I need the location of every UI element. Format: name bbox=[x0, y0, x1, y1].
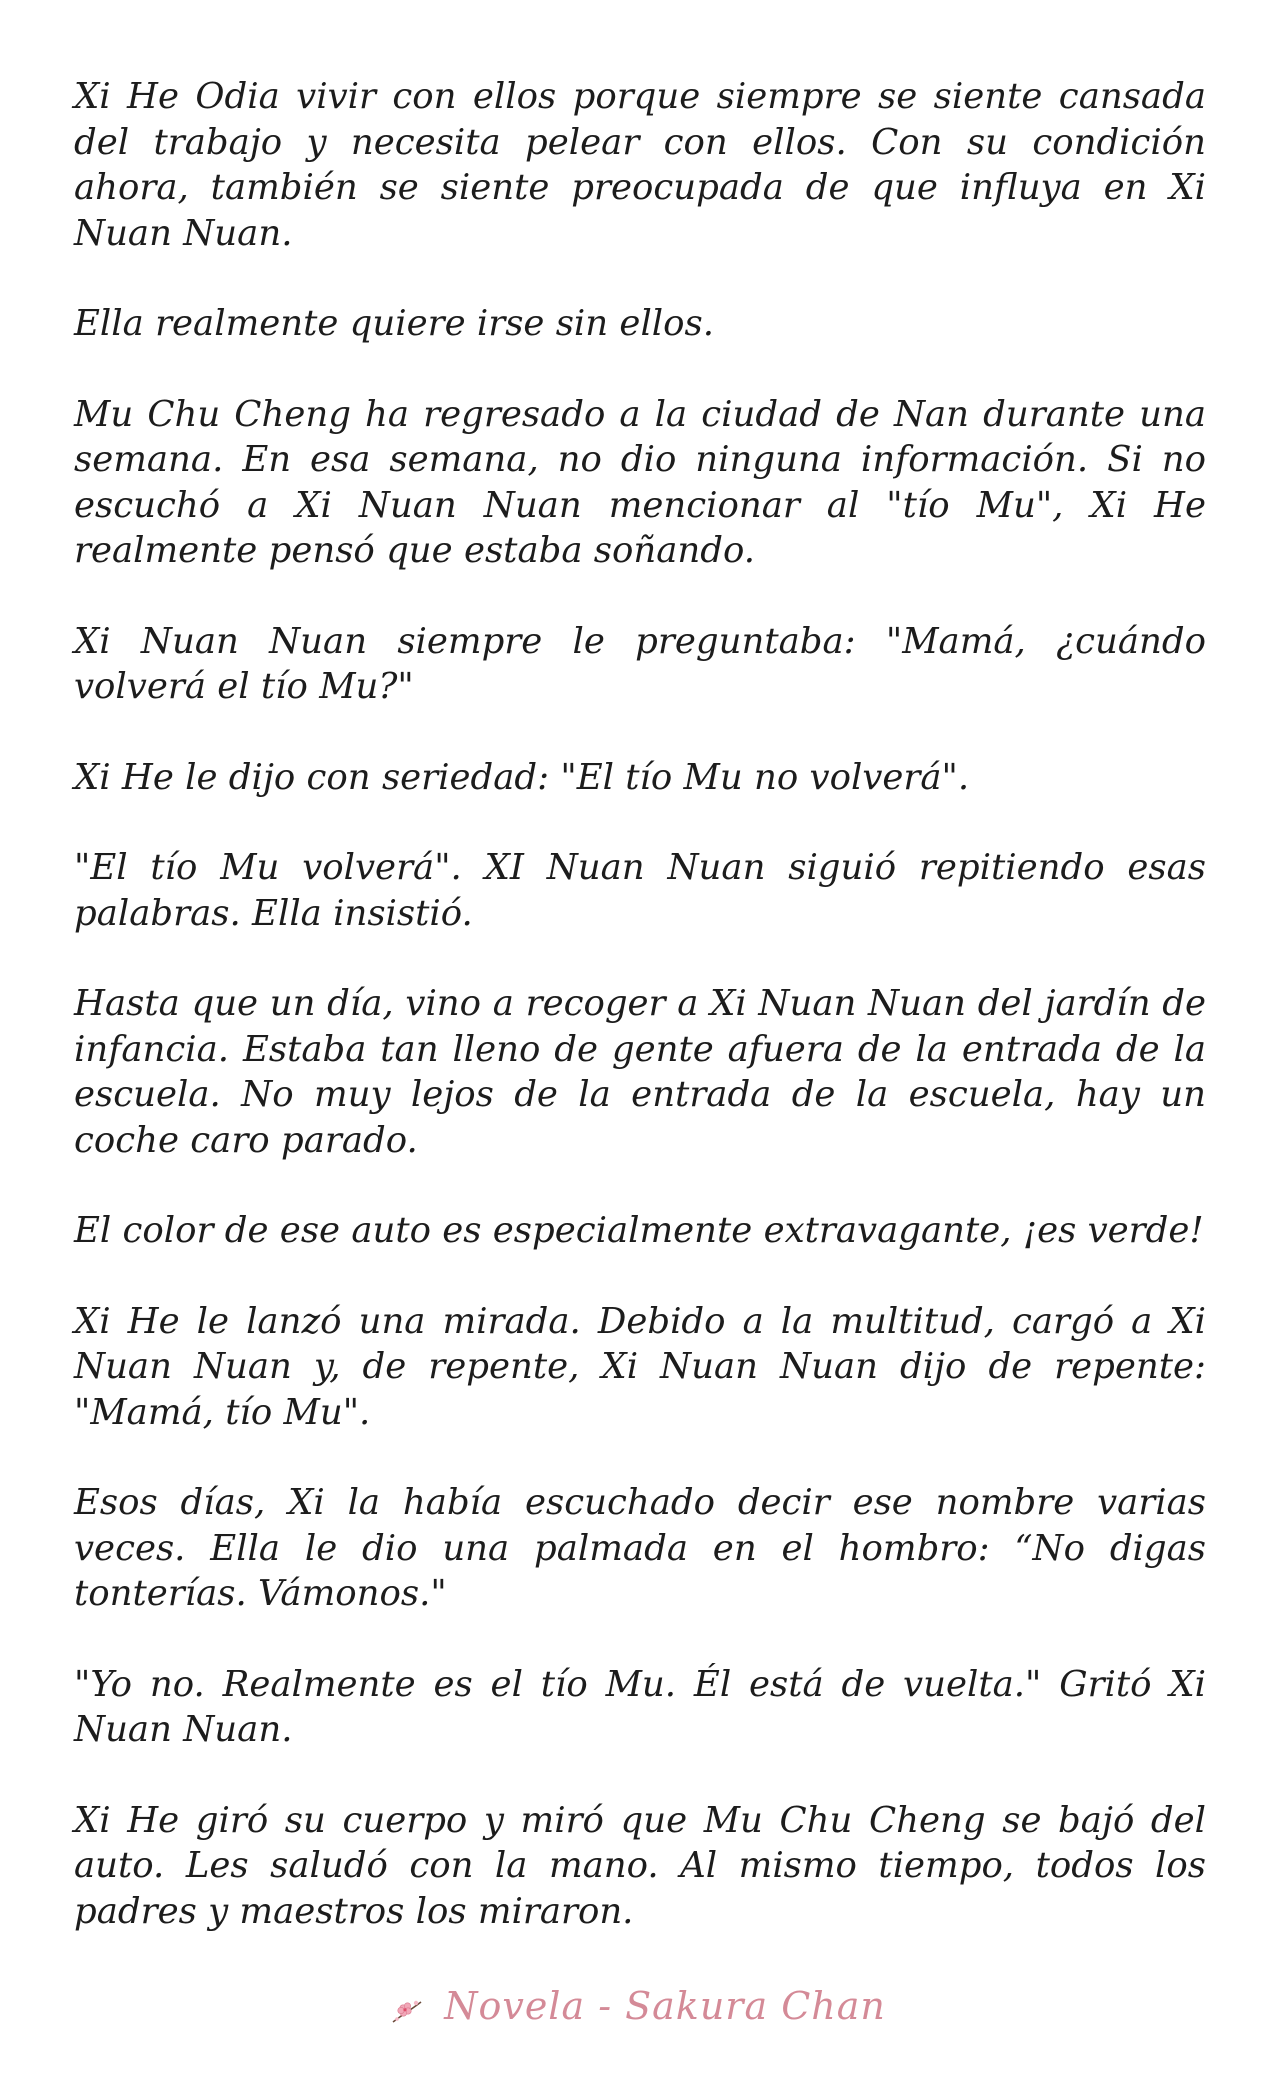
paragraph: Xi He le lanzó una mirada. Debido a la multitud, cargó a Xi Nuan Nuan y, de repente, Xi Nuan Nuan dijo de repente: "Mamá, tío Mu". bbox=[74, 1300, 1206, 1433]
sakura-flower-icon bbox=[389, 1992, 425, 2028]
paragraph: Xi He Odia vivir con ellos porque siempre se siente cansada del trabajo y necesita pelear con ellos. Con su condición ahora, también se siente preocupada de que influya en Xi Nuan Nuan. bbox=[74, 76, 1206, 254]
paragraph: Xi He le dijo con seriedad: "El tío Mu no volverá". bbox=[74, 756, 970, 798]
paragraph: El color de ese auto es especialmente extravagante, ¡es verde! bbox=[74, 1210, 1204, 1251]
paragraph: Xi He giró su cuerpo y miró que Mu Chu Cheng se bajó del auto. Les saludó con la mano. Al mismo tiempo, todos los padres y maestros los miraron. bbox=[74, 1799, 1206, 1932]
paragraph: "El tío Mu volverá". XI Nuan Nuan siguió repitiendo esas palabras. Ella insistió. bbox=[74, 847, 1206, 934]
paragraph: Ella realmente quiere irse sin ellos. bbox=[74, 303, 715, 344]
watermark bbox=[0, 1984, 1275, 2028]
watermark-text: Novela - Sakura Chan bbox=[444, 1984, 886, 2028]
paragraph: Xi Nuan Nuan siempre le preguntaba: "Mamá, ¿cuándo volverá el tío Mu?" bbox=[74, 620, 1206, 707]
paragraph: "Yo no. Realmente es el tío Mu. Él está de vuelta." Gritó Xi Nuan Nuan. bbox=[74, 1663, 1206, 1750]
paragraph: Hasta que un día, vino a recoger a Xi Nuan Nuan del jardín de infancia. Estaba tan lleno de gente afuera de la entrada de la escuela. No muy lejos de la entrada de la escuela, hay un coche caro parado. bbox=[74, 983, 1206, 1161]
paragraph: Mu Chu Cheng ha regresado a la ciudad de Nan durante una semana. En esa semana, no dio ninguna información. Si no escuchó a Xi Nuan Nuan mencionar al "tío Mu", Xi He realmente pensó que estaba soñando. bbox=[74, 393, 1206, 571]
paragraph: Esos días, Xi la había escuchado decir ese nombre varias veces. Ella le dio una palmada en el hombro: “No digas tonterías. Vámonos." bbox=[74, 1482, 1206, 1614]
